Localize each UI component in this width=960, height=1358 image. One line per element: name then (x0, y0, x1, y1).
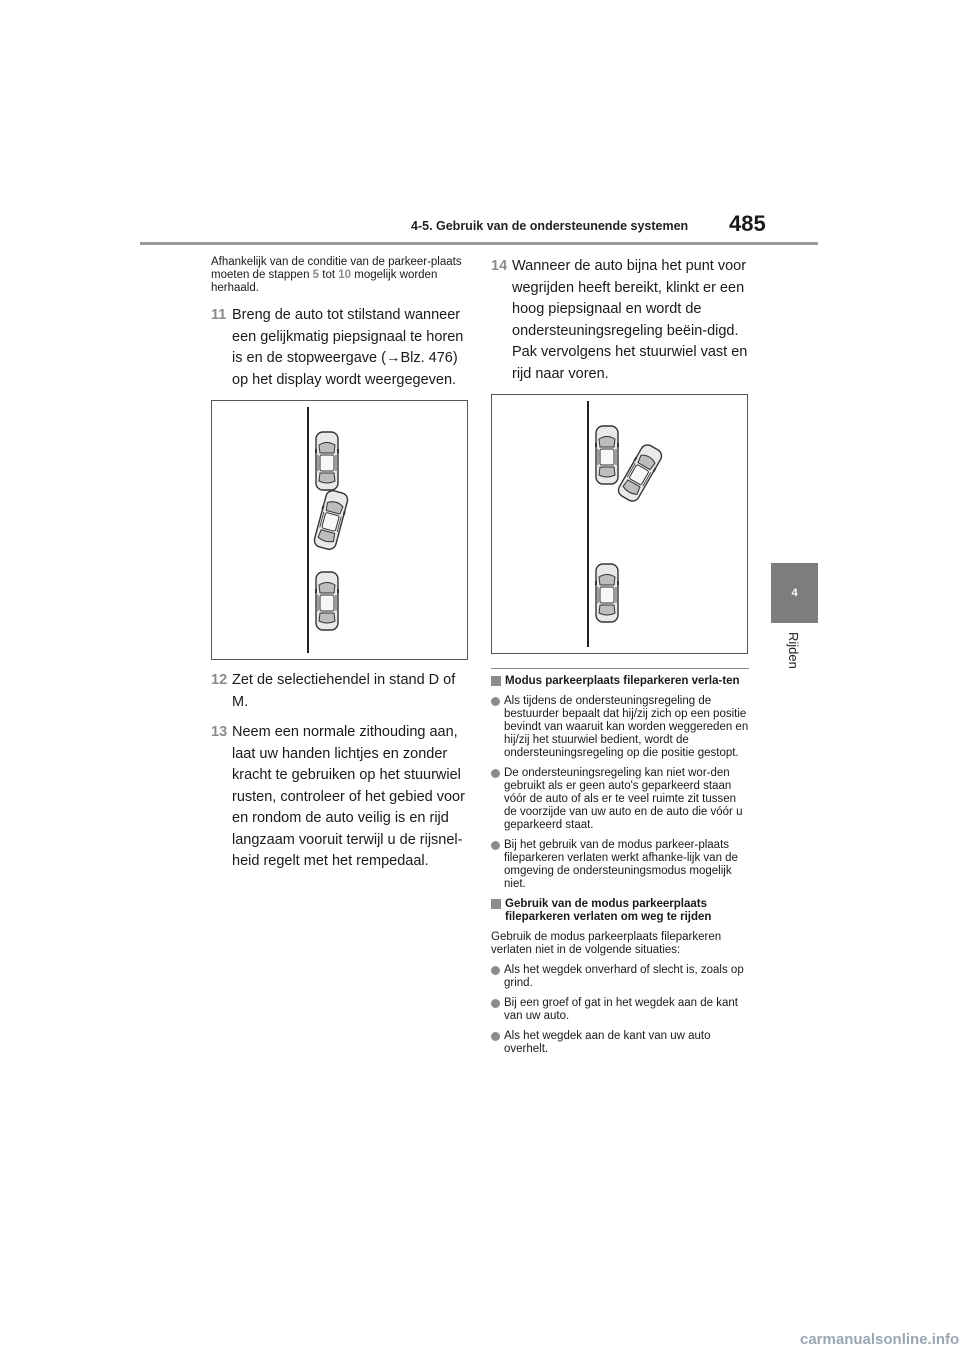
section-heading-2 (491, 898, 749, 924)
section-title: 4-5. Gebruik van de ondersteunende systemen (411, 219, 689, 233)
heading-text: Modus parkeerplaats fileparkeren verla-ten (505, 675, 740, 687)
parking-figure-2 (491, 394, 748, 654)
step-number: 11 (211, 307, 227, 323)
parked-car-front-icon (315, 431, 339, 491)
intro-text-3: mogelijk worden herhaald. (211, 269, 438, 294)
square-bullet-icon (491, 676, 501, 686)
list-item (491, 695, 749, 760)
list-item (491, 964, 749, 990)
parking-figure-1 (211, 400, 468, 660)
own-car-icon (615, 441, 666, 505)
step-13 (211, 722, 469, 873)
page-number: 485 (729, 211, 766, 236)
own-car-icon (312, 488, 351, 552)
chapter-label: Rijden (786, 632, 801, 669)
parked-car-rear-icon (595, 563, 619, 623)
bullet-text: Als tijdens de ondersteuningsregeling de bestuurder bepaalt dat hij/zij zich op een positie bevindt van waaruit kan worden weggereden en hij/zij het stuurwiel bedient, wordt de ondersteuningsregeling op die positie gestopt. (504, 695, 749, 759)
chapter-tab[interactable]: 4 (771, 563, 818, 623)
parked-car-front-icon (595, 425, 619, 485)
step-ref-5: 5 (312, 269, 320, 281)
bullet-icon (491, 697, 500, 706)
step-text: Zet de selectiehendel in stand D of M. (232, 672, 456, 710)
bullet-text: Bij een groef of gat in het wegdek aan de kant van uw auto. (504, 997, 738, 1022)
curb-line (587, 401, 589, 647)
step-number: 14 (491, 258, 508, 274)
parked-car-rear-icon (315, 571, 339, 631)
step-number: 12 (211, 672, 228, 688)
bullet-icon (491, 966, 500, 975)
bullet-icon (491, 1032, 500, 1041)
step-text: Breng de auto tot stilstand wanneer een gelijkmatig piepsignaal te horen is en de stopweergave (→Blz. 476) op het display wordt weergegeven. (232, 307, 464, 388)
bullet-text: De ondersteuningsregeling kan niet wor-den gebruikt als er geen auto's geparkeerd staan vóór de auto of als er te veel ruimte zit tussen de voorzijde van uw auto en de auto die vóór u geparkeerd staat. (504, 767, 743, 831)
intro-text-2: tot (319, 269, 339, 281)
step-11 (211, 305, 469, 391)
intro-text-1: Afhankelijk van de conditie van de parkeer-plaats moeten de stappen (211, 256, 462, 281)
header-rule (140, 242, 818, 245)
square-bullet-icon (491, 899, 501, 909)
bullet-icon (491, 769, 500, 778)
bullet-icon (491, 841, 500, 850)
step-12 (211, 670, 469, 713)
watermark: carmanualsonline.info (800, 1331, 960, 1348)
right-column (491, 256, 749, 1063)
step-14 (491, 256, 749, 385)
section-rule (491, 668, 749, 669)
bullet-text: Als het wegdek aan de kant van uw auto overhelt. (504, 1030, 711, 1055)
curb-line (307, 407, 309, 653)
intro-note (211, 256, 469, 295)
list-item (491, 839, 749, 891)
step-text: Neem een normale zithouding aan, laat uw handen lichtjes en zonder kracht te gebruiken op het stuurwiel rusten, controleer of het gebied voor en rondom de auto veilig is en rijd langzaam vooruit terwijl u de rijsnel-heid regelt met het rempedaal. (232, 724, 465, 869)
step-text: Wanneer de auto bijna het punt voor wegrijden heeft bereikt, klinkt er een hoog piepsignaal en wordt de ondersteuningsregeling beëin-digd. Pak vervolgens het stuurwiel vast en rijd naar voren. (512, 258, 748, 382)
bullet-text: Als het wegdek onverhard of slecht is, zoals op grind. (504, 964, 744, 989)
list-item (491, 767, 749, 832)
list-item (491, 997, 749, 1023)
bullet-text: Bij het gebruik van de modus parkeer-plaats fileparkeren verlaten werkt afhanke-lijk van de omgeving de ondersteuningsmodus mogelijk niet. (504, 839, 738, 890)
heading-text: Gebruik van de modus parkeerplaats fileparkeren verlaten om weg te rijden (505, 898, 712, 923)
step-number: 13 (211, 724, 228, 740)
list-item (491, 1030, 749, 1056)
section-heading-1 (491, 675, 749, 688)
left-column (211, 256, 469, 882)
step-ref-10: 10 (338, 269, 352, 281)
bullet-icon (491, 999, 500, 1008)
section-intro: Gebruik de modus parkeerplaats fileparkeren verlaten niet in de volgende situaties: (491, 931, 722, 956)
